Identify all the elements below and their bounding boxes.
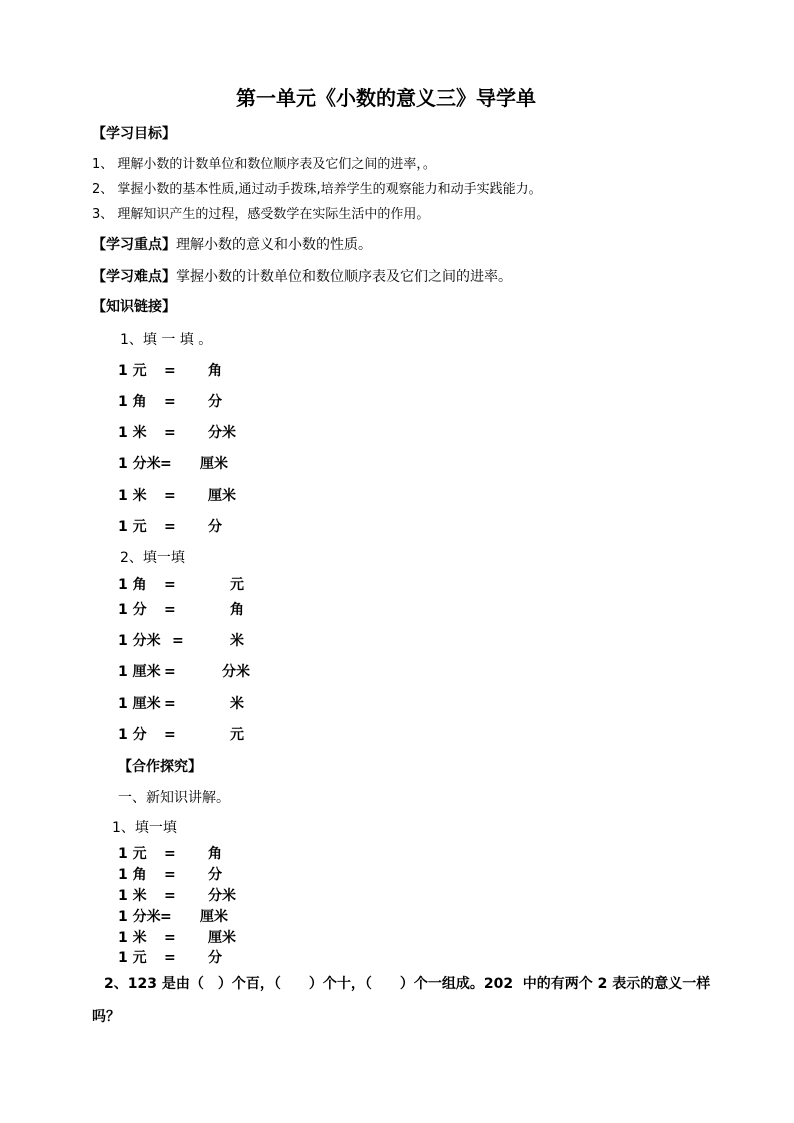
cooperate-heading: 【合作探究】 xyxy=(118,759,202,775)
question-2-line-2: 吗？ xyxy=(92,1009,120,1025)
exercise-label: 1、填 一 填 。 xyxy=(120,332,213,348)
difficulty-text: 掌握小数的计数单位和数位顺序表及它们之间的进率。 xyxy=(176,269,512,285)
difficulty-label: 【学习难点】 xyxy=(92,269,176,285)
links-heading: 【知识链接】 xyxy=(92,299,176,315)
difficulty-point xyxy=(92,270,512,284)
key-point-label: 【学习重点】 xyxy=(92,237,176,253)
key-point-text: 理解小数的意义和小数的性质。 xyxy=(176,237,372,253)
objective-item: 1、 理解小数的计数单位和数位顺序表及它们之间的进率，。 xyxy=(92,157,436,172)
objective-item: 2、 掌握小数的基本性质,通过动手拨珠,培养学生的观察能力和动手实践能力。 xyxy=(92,182,542,197)
page-title: 第一单元《小数的意义三》导学单 xyxy=(236,86,536,110)
question-2-line-1: 2、123 是由（ ）个百，（ ）个十，（ ）个一组成。202 中的有两个 2 表示的意义一样 xyxy=(104,976,711,992)
key-point xyxy=(92,238,372,252)
objective-item: 3、 理解知识产生的过程，感受数学在实际生活中的作用。 xyxy=(92,207,430,222)
exercise-label: 2、填一填 xyxy=(120,550,185,566)
page: 第一单元《小数的意义三》导学单 【学习目标】 1、 理解小数的计数单位和数位顺序表及它们之间的进率，。 2、 掌握小数的基本性质,通过动手拨珠,培养学生的观察能力和动手实践能力。 3、 理解知识产生的过程，感受数学在实际生活中的作用。 【学习重点】理解小数的意义和小数的性质。 【学习难点】掌握小数的计数单位和数位顺序表及它们之间的进率。 【知识链接】 1、填 一 填 。 1 元 = 角 1 角 = 分 1 米 = 分米 1 分米 = 厘米 1 米 = 厘米 1 元 = 分 2、填一填 1 角 = 元 1 分 = 角 1 分米 = 米 1 厘米 = 分米 1 厘米 = 米 1 分 = 元 【合作探究】 一、新知识讲解。 1、填一填 1 元 = 角 1 角 = 分 1 米 = 分米 1 分米 = 厘米 1 米 = 厘米 1 元 = 分 2、123 是由（ ）个百，（ ）个十，（ ）个一组成。202 中的有两个 2 表示的意义一样 吗？ xyxy=(92,86,711,1025)
objectives-heading: 【学习目标】 xyxy=(92,126,176,142)
section-label: 一、新知识讲解。 xyxy=(118,790,230,806)
exercise-label: 1、填一填 xyxy=(112,820,177,836)
